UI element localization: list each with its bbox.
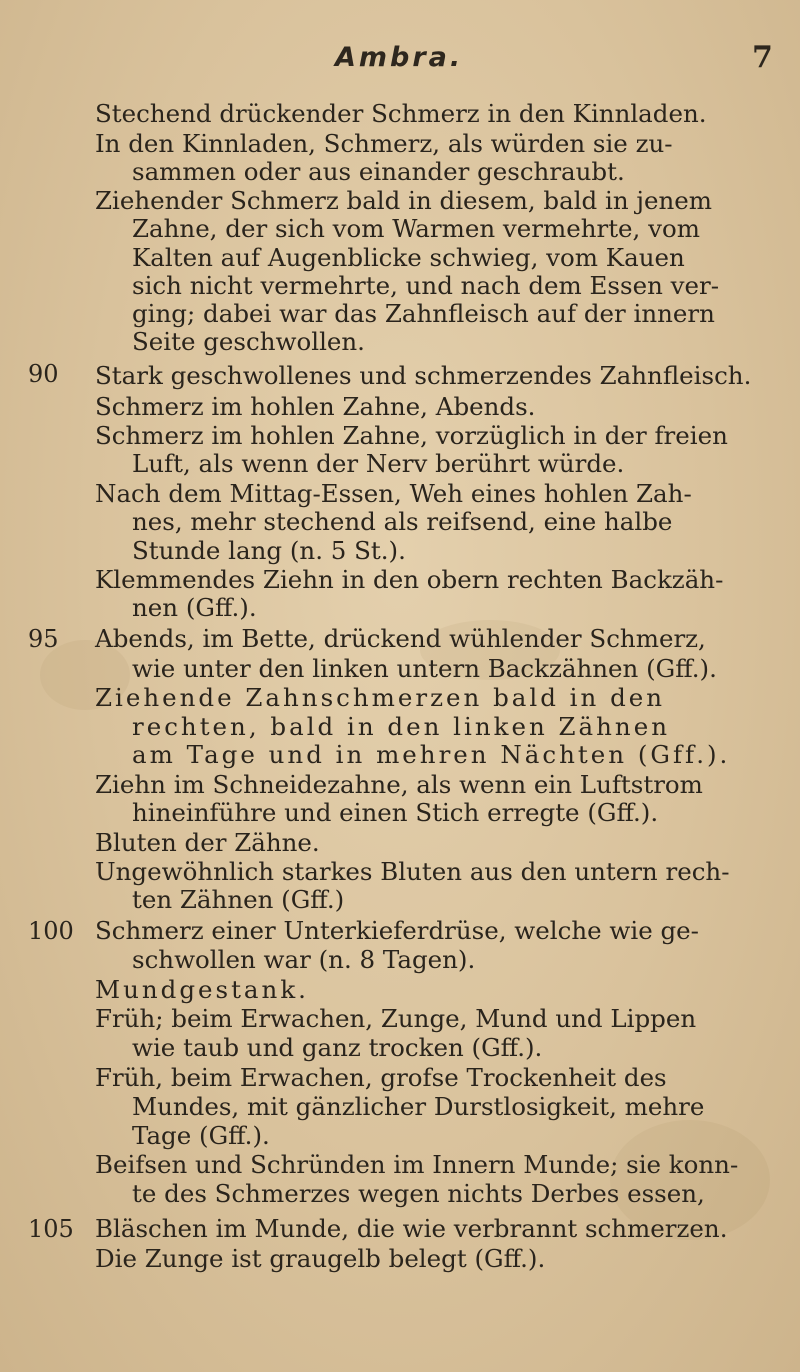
line-number: 105 (28, 1215, 74, 1243)
text-line: Bläschen im Munde, die wie verbrannt schmerzen. (95, 1214, 728, 1243)
running-head (0, 42, 800, 82)
text-line: hineinführe und einen Stich erregte (Gff.). (132, 798, 659, 827)
text-line: Ungewöhnlich starkes Bluten aus den untern rech- (95, 857, 730, 886)
text-line: In den Kinnladen, Schmerz, als würden sie zu- (95, 129, 673, 158)
text-line: Zahne, der sich vom Warmen vermehrte, vom (132, 214, 700, 243)
text-line: Seite geschwollen. (132, 327, 365, 356)
line-number: 100 (28, 917, 74, 945)
text-line: Beifsen und Schründen im Innern Munde; sie konn- (95, 1150, 739, 1179)
text-line: Bluten der Zähne. (95, 828, 320, 857)
text-line: nen (Gff.). (132, 593, 257, 622)
text-line: Ziehender Schmerz bald in diesem, bald in jenem (95, 186, 713, 215)
text-line: wie taub und ganz trocken (Gff.). (132, 1033, 543, 1062)
text-line: ging; dabei war das Zahnfleisch auf der innern (132, 299, 715, 328)
running-title: Ambra. (335, 42, 464, 73)
page-number: 7 (752, 40, 773, 75)
text-line: Klemmendes Ziehn in den obern rechten Backzäh- (95, 565, 724, 594)
text-line: Schmerz im hohlen Zahne, Abends. (95, 392, 536, 421)
text-line: schwollen war (n. 8 Tagen). (132, 945, 476, 974)
text-line: Früh; beim Erwachen, Zunge, Mund und Lippen (95, 1004, 697, 1033)
text-line: Mundgestank. (95, 975, 309, 1004)
text-line: Schmerz im hohlen Zahne, vorzüglich in der freien (95, 421, 728, 450)
text-line: Ziehn im Schneidezahne, als wenn ein Luftstrom (95, 770, 703, 799)
text-line: Abends, im Bette, drückend wühlender Schmerz, (95, 624, 706, 653)
text-line: Ziehende Zahnschmerzen bald in den (95, 683, 666, 712)
text-line: Tage (Gff.). (132, 1121, 270, 1150)
text-line: Stechend drückender Schmerz in den Kinnladen. (95, 99, 707, 128)
text-line: Schmerz einer Unterkieferdrüse, welche wie ge- (95, 916, 699, 945)
text-line: Kalten auf Augenblicke schwieg, vom Kauen (132, 243, 685, 272)
text-line: Luft, als wenn der Nerv berührt würde. (132, 449, 625, 478)
text-line: nes, mehr stechend als reifsend, eine halbe (132, 507, 673, 536)
text-line: te des Schmerzes wegen nichts Derbes essen, (132, 1179, 705, 1208)
text-line: Früh, beim Erwachen, grofse Trockenheit des (95, 1063, 667, 1092)
text-line: Nach dem Mittag-Essen, Weh eines hohlen Zah- (95, 479, 692, 508)
text-line: Stark geschwollenes und schmerzendes Zahnfleisch. (95, 361, 752, 390)
text-line: sammen oder aus einander geschraubt. (132, 157, 625, 186)
text-line: ten Zähnen (Gff.) (132, 885, 345, 914)
text-line: sich nicht vermehrte, und nach dem Essen ver- (132, 271, 719, 300)
line-number: 95 (28, 625, 59, 653)
text-line: wie unter den linken untern Backzähnen (Gff.). (132, 654, 717, 683)
text-line: Die Zunge ist graugelb belegt (Gff.). (95, 1244, 546, 1273)
text-line: Mundes, mit gänzlicher Durstlosigkeit, mehre (132, 1092, 705, 1121)
line-number: 90 (28, 360, 59, 388)
text-line: am Tage und in mehren Nächten (Gff.). (132, 740, 731, 769)
text-line: Stunde lang (n. 5 St.). (132, 536, 406, 565)
text-line: rechten, bald in den linken Zähnen (132, 712, 670, 741)
